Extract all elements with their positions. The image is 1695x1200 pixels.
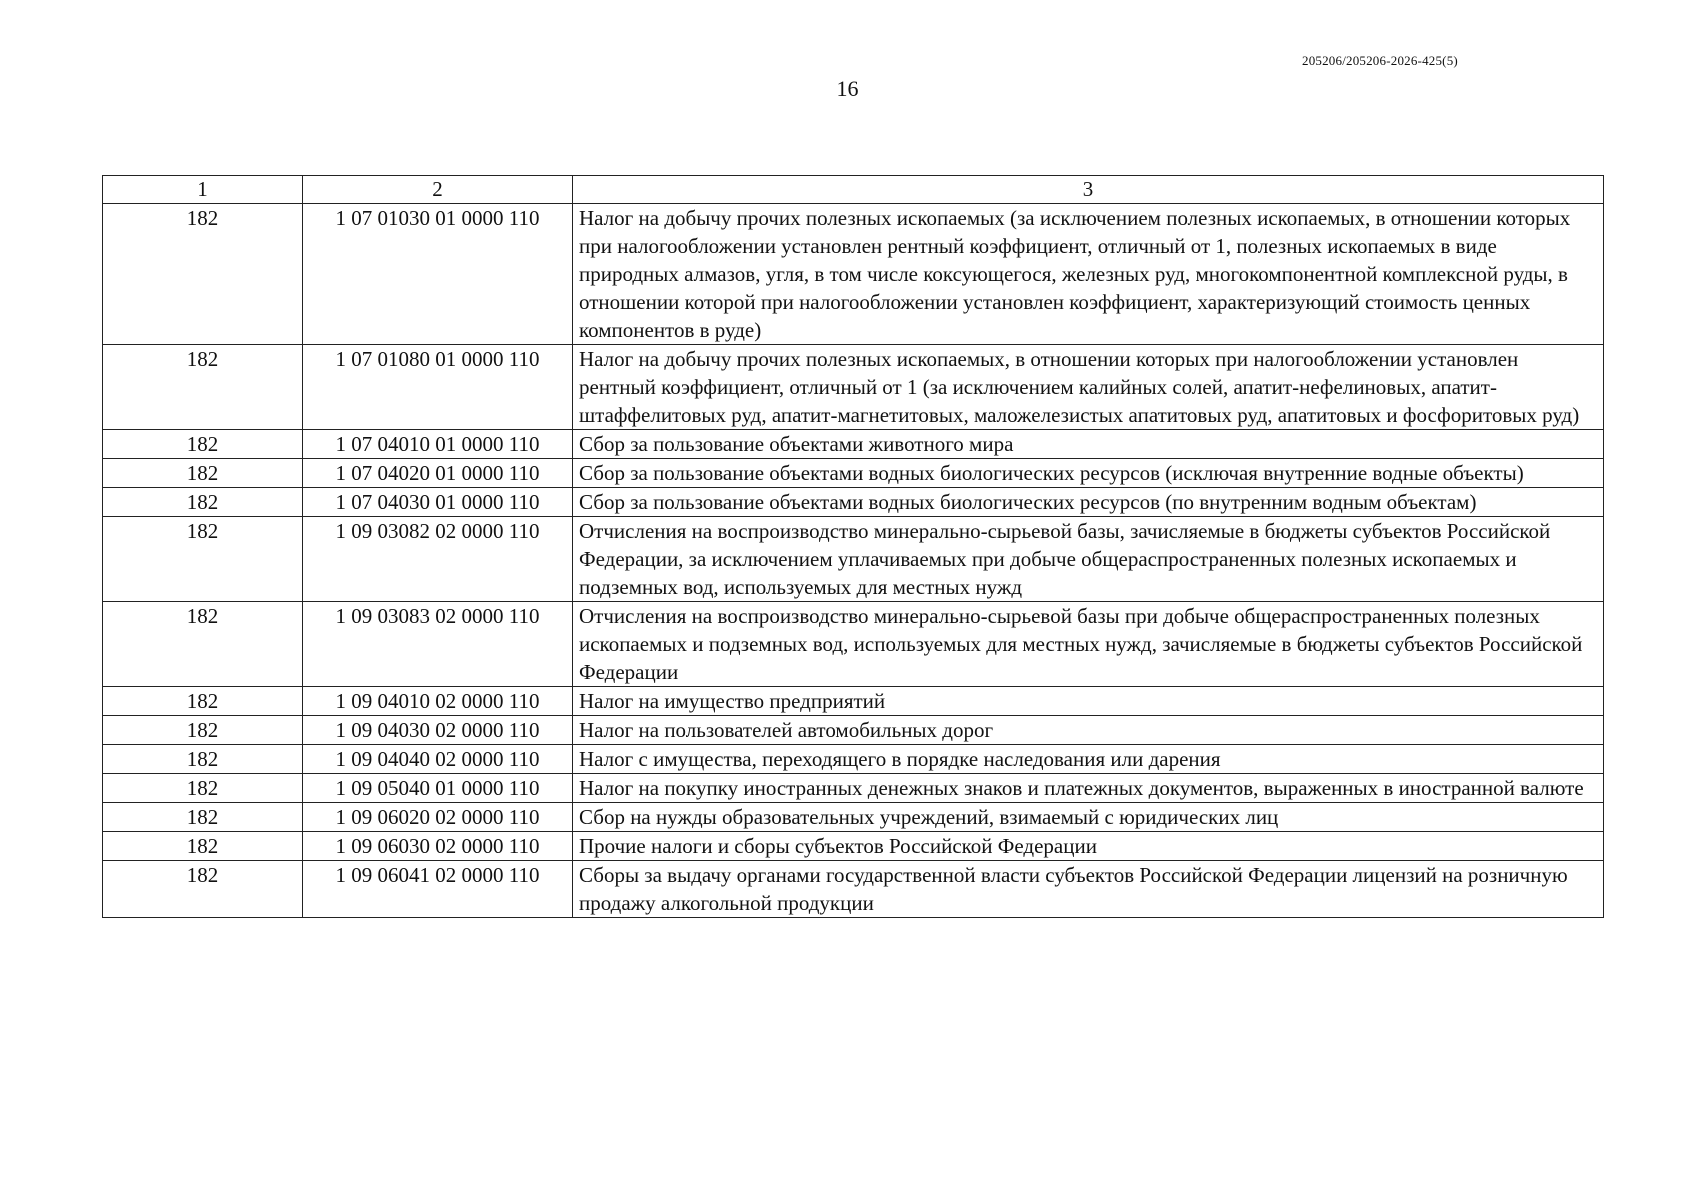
revenue-codes-table bbox=[102, 175, 1604, 918]
budget-code-cell: 1 09 05040 01 0000 110 bbox=[303, 774, 573, 803]
table-row bbox=[103, 430, 1604, 459]
description-cell: Сбор за пользование объектами водных биологических ресурсов (исключая внутренние водные объекты) bbox=[573, 459, 1604, 488]
description-cell: Отчисления на воспроизводство минерально-сырьевой базы, зачисляемые в бюджеты субъектов Российской Федерации, за исключением уплачиваемых при добыче общераспространенных полезных ископаемых и подземных вод, используемых для местных нужд bbox=[573, 517, 1604, 602]
description-cell: Налог на добычу прочих полезных ископаемых, в отношении которых при налогообложении установлен рентный коэффициент, отличный от 1 (за исключением калийных солей, апатит-нефелиновых, апатит-штаффелитовых руд, апатит-магнетитовых, маложелезистых апатитовых руд, апатитовых и фосфоритовых руд) bbox=[573, 345, 1604, 430]
description-cell: Прочие налоги и сборы субъектов Российской Федерации bbox=[573, 832, 1604, 861]
agency-code-cell: 182 bbox=[103, 774, 303, 803]
budget-code-cell: 1 09 04030 02 0000 110 bbox=[303, 716, 573, 745]
description-cell: Налог на пользователей автомобильных дорог bbox=[573, 716, 1604, 745]
budget-code-cell: 1 07 01080 01 0000 110 bbox=[303, 345, 573, 430]
column-header-2: 2 bbox=[303, 176, 573, 204]
agency-code-cell: 182 bbox=[103, 602, 303, 687]
agency-code-cell: 182 bbox=[103, 204, 303, 345]
table-row bbox=[103, 517, 1604, 602]
agency-code-cell: 182 bbox=[103, 459, 303, 488]
column-header-1: 1 bbox=[103, 176, 303, 204]
agency-code-cell: 182 bbox=[103, 430, 303, 459]
agency-code-cell: 182 bbox=[103, 861, 303, 918]
table-row bbox=[103, 687, 1604, 716]
agency-code-cell: 182 bbox=[103, 716, 303, 745]
column-header-3: 3 bbox=[573, 176, 1604, 204]
table-row bbox=[103, 745, 1604, 774]
budget-code-cell: 1 09 06030 02 0000 110 bbox=[303, 832, 573, 861]
agency-code-cell: 182 bbox=[103, 345, 303, 430]
agency-code-cell: 182 bbox=[103, 832, 303, 861]
budget-code-cell: 1 07 01030 01 0000 110 bbox=[303, 204, 573, 345]
description-cell: Сборы за выдачу органами государственной власти субъектов Российской Федерации лицензий на розничную продажу алкогольной продукции bbox=[573, 861, 1604, 918]
agency-code-cell: 182 bbox=[103, 687, 303, 716]
description-cell: Налог с имущества, переходящего в порядке наследования или дарения bbox=[573, 745, 1604, 774]
budget-code-cell: 1 09 04010 02 0000 110 bbox=[303, 687, 573, 716]
agency-code-cell: 182 bbox=[103, 488, 303, 517]
table-body bbox=[103, 204, 1604, 918]
agency-code-cell: 182 bbox=[103, 745, 303, 774]
table-header-row bbox=[103, 176, 1604, 204]
budget-code-cell: 1 09 03082 02 0000 110 bbox=[303, 517, 573, 602]
description-cell: Налог на имущество предприятий bbox=[573, 687, 1604, 716]
table-row bbox=[103, 345, 1604, 430]
document-id: 205206/205206-2026-425(5) bbox=[1302, 53, 1458, 68]
budget-code-cell: 1 07 04010 01 0000 110 bbox=[303, 430, 573, 459]
budget-code-cell: 1 09 04040 02 0000 110 bbox=[303, 745, 573, 774]
table-row bbox=[103, 488, 1604, 517]
table-row bbox=[103, 803, 1604, 832]
budget-code-cell: 1 07 04020 01 0000 110 bbox=[303, 459, 573, 488]
description-cell: Сбор за пользование объектами водных биологических ресурсов (по внутренним водным объектам) bbox=[573, 488, 1604, 517]
description-cell: Налог на добычу прочих полезных ископаемых (за исключением полезных ископаемых, в отношении которых при налогообложении установлен рентный коэффициент, отличный от 1, полезных ископаемых в виде природных алмазов, угля, в том числе коксующегося, железных руд, многокомпонентной комплексной руды, в отношении которой при налогообложении установлен коэффициент, характеризующий стоимость ценных компонентов в руде) bbox=[573, 204, 1604, 345]
table-row bbox=[103, 204, 1604, 345]
budget-code-cell: 1 09 06020 02 0000 110 bbox=[303, 803, 573, 832]
description-cell: Сбор за пользование объектами животного мира bbox=[573, 430, 1604, 459]
page-number: 16 bbox=[836, 76, 859, 101]
table-row bbox=[103, 861, 1604, 918]
agency-code-cell: 182 bbox=[103, 517, 303, 602]
table-row bbox=[103, 459, 1604, 488]
description-cell: Отчисления на воспроизводство минерально-сырьевой базы при добыче общераспространенных полезных ископаемых и подземных вод, используемых для местных нужд, зачисляемые в бюджеты субъектов Российской Федерации bbox=[573, 602, 1604, 687]
budget-code-cell: 1 07 04030 01 0000 110 bbox=[303, 488, 573, 517]
budget-code-cell: 1 09 03083 02 0000 110 bbox=[303, 602, 573, 687]
description-cell: Налог на покупку иностранных денежных знаков и платежных документов, выраженных в иностранной валюте bbox=[573, 774, 1604, 803]
table-row bbox=[103, 716, 1604, 745]
budget-code-cell: 1 09 06041 02 0000 110 bbox=[303, 861, 573, 918]
table-row bbox=[103, 774, 1604, 803]
table-row bbox=[103, 602, 1604, 687]
description-cell: Сбор на нужды образовательных учреждений, взимаемый с юридических лиц bbox=[573, 803, 1604, 832]
table-row bbox=[103, 832, 1604, 861]
agency-code-cell: 182 bbox=[103, 803, 303, 832]
